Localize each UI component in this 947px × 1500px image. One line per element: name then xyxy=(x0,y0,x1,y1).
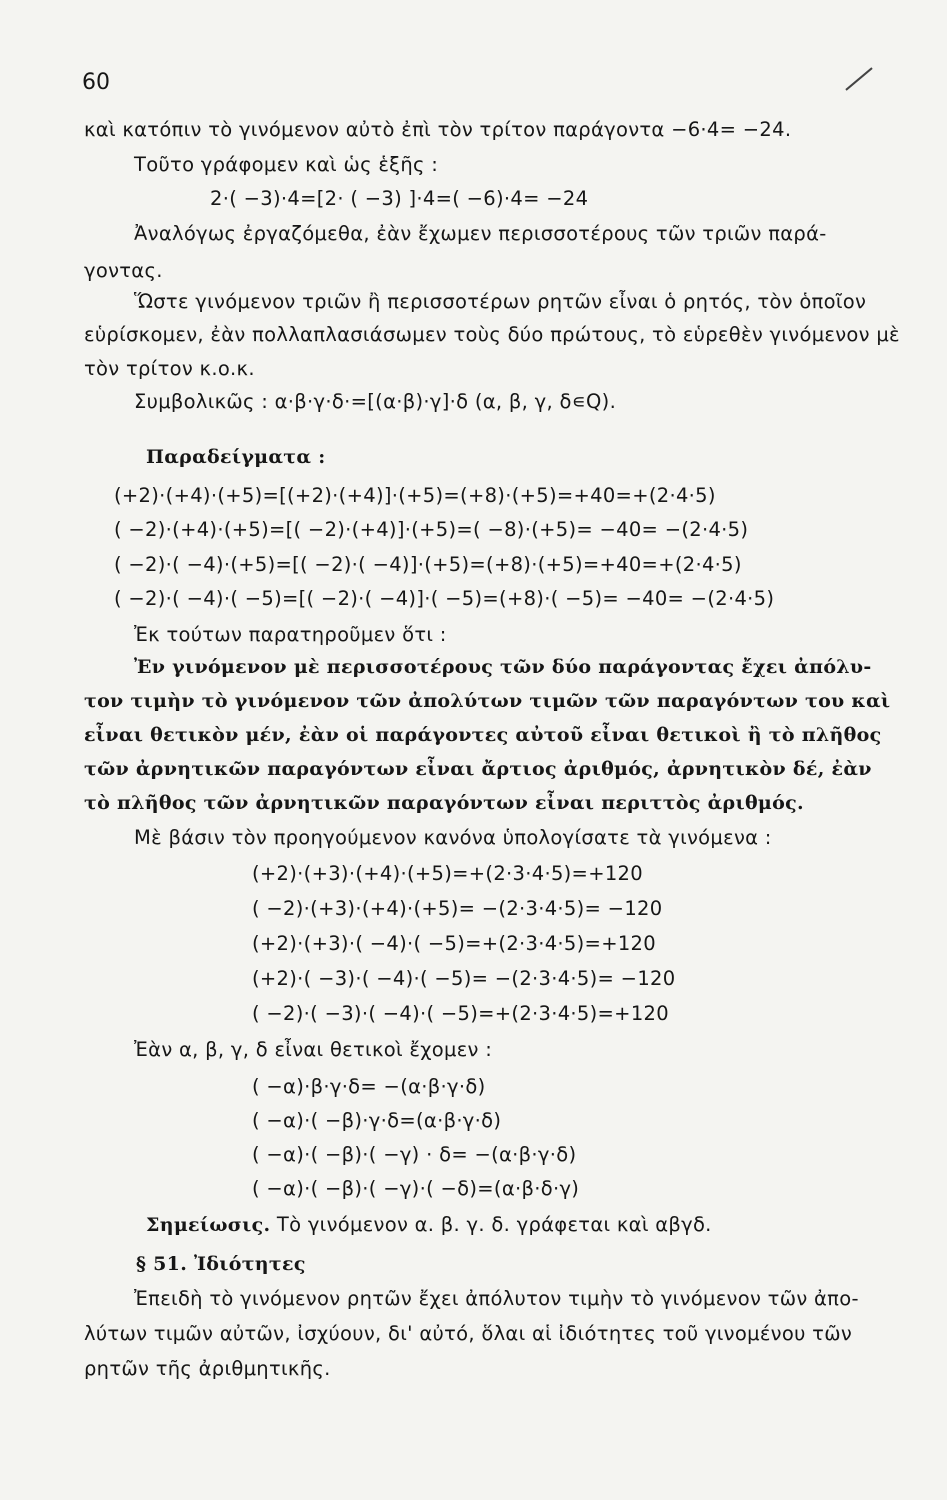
rule-text: τον τιμὴν τὸ γινόμενον τῶν ἀπολύτων τιμῶν τῶν παραγόντων του καὶ xyxy=(84,690,891,712)
text-line: Ἐπειδὴ τὸ γινόμενον ρητῶν ἔχει ἀπόλυτον τιμὴν τὸ γινόμενον τῶν ἀπο- xyxy=(134,1287,859,1310)
equation-line: (+2)·(+3)·(+4)·(+5)=+(2·3·4·5)=+120 xyxy=(252,862,643,885)
rule-text: τῶν ἀρνητικῶν παραγόντων εἶναι ἄρτιος ἀριθμός, ἀρνητικὸν δέ, ἐὰν xyxy=(84,758,872,780)
note-text: Τὸ γινόμενον α. β. γ. δ. γράφεται καὶ αβγδ. xyxy=(270,1213,712,1236)
text-line: Τοῦτο γράφομεν καὶ ὡς ἑξῆς : xyxy=(134,153,439,176)
equation-line: ( −α)·( −β)·( −γ)·( −δ)=(α·β·δ·γ) xyxy=(252,1177,580,1200)
equation-line: (+2)·(+4)·(+5)=[(+2)·(+4)]·(+5)=(+8)·(+5)=+40=+(2·4·5) xyxy=(114,484,716,507)
section-heading: Παραδείγματα : xyxy=(146,446,326,468)
text-line: γοντας. xyxy=(84,259,163,282)
equation-line: ( −2)·( −3)·( −4)·( −5)=+(2·3·4·5)=+120 xyxy=(252,1002,669,1025)
text-line: Ἀναλόγως ἐργαζόμεθα, ἐὰν ἔχωμεν περισσοτέρους τῶν τριῶν παρά- xyxy=(134,222,827,245)
section-heading: § 51. Ἰδιότητες xyxy=(136,1253,306,1275)
text-line: Ἐκ τούτων παρατηροῦμεν ὅτι : xyxy=(134,623,447,646)
text-line: Ὥστε γινόμενον τριῶν ἢ περισσοτέρων ρητῶν εἶναι ὁ ρητός, τὸν ὁποῖον xyxy=(134,290,867,313)
equation-line: 2·( −3)·4=[2· ( −3) ]·4=( −6)·4= −24 xyxy=(210,187,589,210)
text-line: καὶ κατόπιν τὸ γινόμενον αὐτὸ ἐπὶ τὸν τρίτον παράγοντα −6·4= −24. xyxy=(84,118,792,141)
equation-line: (+2)·( −3)·( −4)·( −5)= −(2·3·4·5)= −120 xyxy=(252,967,676,990)
equation-line: ( −α)·( −β)·( −γ) · δ= −(α·β·γ·δ) xyxy=(252,1143,577,1166)
note-label: Σημείωσις. xyxy=(146,1214,271,1236)
text-line: εὑρίσκομεν, ἐὰν πολλαπλασιάσωμεν τοὺς δύο πρώτους, τὸ εὑρεθὲν γινόμενον μὲ xyxy=(84,323,900,346)
text-line: Μὲ βάσιν τὸν προηγούμενον κανόνα ὑπολογίσατε τὰ γινόμενα : xyxy=(134,826,772,849)
rule-text: Ἐν γινόμενον μὲ περισσοτέρους τῶν δύο παράγοντας ἔχει ἀπόλυ- xyxy=(134,656,872,678)
text-line: ρητῶν τῆς ἀριθμητικῆς. xyxy=(84,1357,331,1380)
equation-line: ( −2)·(+3)·(+4)·(+5)= −(2·3·4·5)= −120 xyxy=(252,897,663,920)
equation-line: ( −2)·(+4)·(+5)=[( −2)·(+4)]·(+5)=( −8)·(+5)= −40= −(2·4·5) xyxy=(114,518,749,541)
text-line: λύτων τιμῶν αὐτῶν, ἰσχύουν, δι' αὐτό, ὅλαι αἱ ἰδιότητες τοῦ γινομένου τῶν xyxy=(84,1322,853,1345)
equation-line: ( −2)·( −4)·(+5)=[( −2)·( −4)]·(+5)=(+8)·(+5)=+40=+(2·4·5) xyxy=(114,553,742,576)
text-line: τὸν τρίτον κ.ο.κ. xyxy=(84,357,255,380)
text-line: Ἐὰν α, β, γ, δ εἶναι θετικοὶ ἔχομεν : xyxy=(134,1038,493,1061)
equation-line: ( −2)·( −4)·( −5)=[( −2)·( −4)]·( −5)=(+8)·( −5)= −40= −(2·4·5) xyxy=(114,587,775,610)
text-line: Συμβολικῶς : α·β·γ·δ·=[(α·β)·γ]·δ (α, β, γ, δ∊Q). xyxy=(134,390,617,413)
equation-line: ( −α)·β·γ·δ= −(α·β·γ·δ) xyxy=(252,1075,486,1098)
rule-text: τὸ πλῆθος τῶν ἀρνητικῶν παραγόντων εἶναι περιττὸς ἀριθμός. xyxy=(84,792,804,814)
equation-line: (+2)·(+3)·( −4)·( −5)=+(2·3·4·5)=+120 xyxy=(252,932,656,955)
page-number: 60 xyxy=(82,70,110,95)
note-line xyxy=(146,1213,712,1236)
equation-line: ( −α)·( −β)·γ·δ=(α·β·γ·δ) xyxy=(252,1109,502,1132)
pen-mark xyxy=(845,67,872,90)
rule-text: εἶναι θετικὸν μέν, ἐὰν οἱ παράγοντες αὐτοῦ εἶναι θετικοὶ ἢ τὸ πλῆθος xyxy=(84,724,882,746)
